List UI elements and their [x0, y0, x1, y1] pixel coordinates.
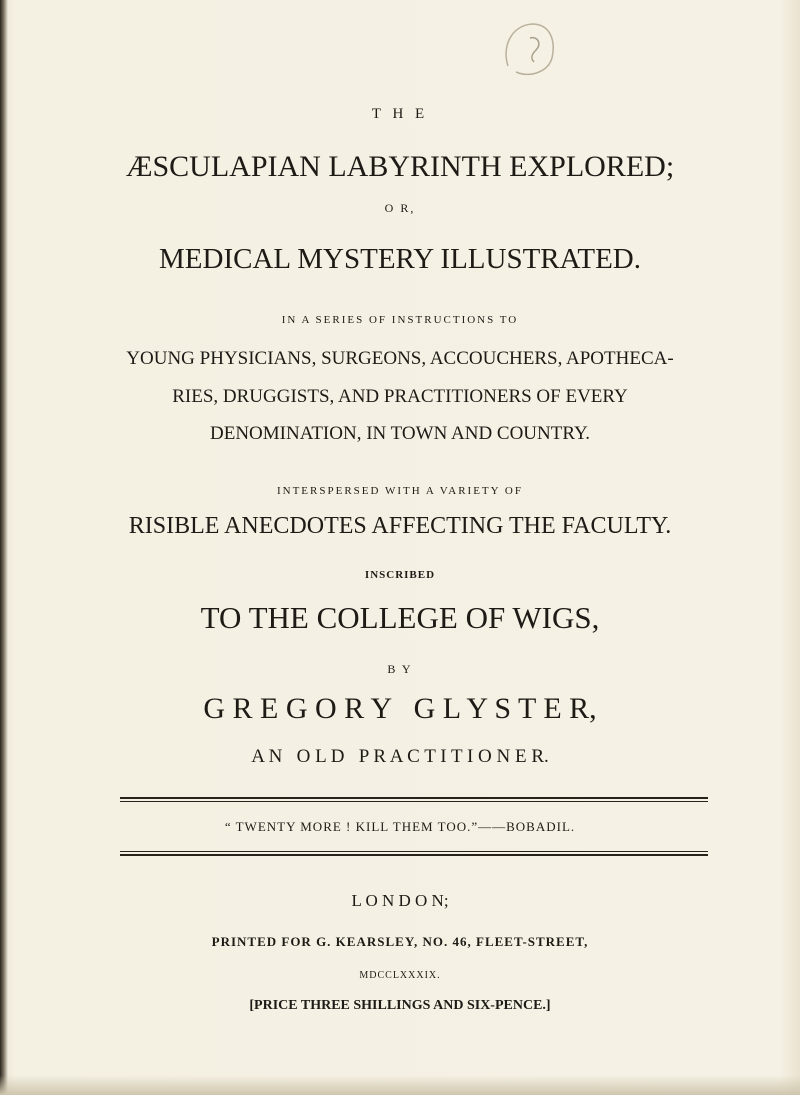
dedication-line: TO THE COLLEGE OF WIGS, [200, 600, 600, 635]
main-title: ÆSCULAPIAN LABYRINTH EXPLORED; [125, 150, 675, 183]
imprint-printer: PRINTED FOR G. KEARSLEY, NO. 46, FLEET-STREET, [211, 934, 589, 949]
or-word: O R, [384, 201, 416, 215]
library-stamp-icon [500, 18, 560, 80]
audience-line-1: YOUNG PHYSICIANS, SURGEONS, ACCOUCHERS, APOTHECA- [126, 348, 674, 369]
author-description: A N O L D P R A C T I T I O N E R. [251, 746, 549, 767]
top-rule-thick [120, 797, 708, 799]
interspersed-line: INTERSPERSED WITH A VARIETY OF [276, 485, 523, 497]
bottom-rule-thick [120, 854, 708, 856]
audience-line-3: DENOMINATION, IN TOWN AND COUNTRY. [210, 423, 590, 444]
bottom-rule-thin [120, 851, 708, 852]
top-rule-thin [120, 801, 708, 802]
by-word: B Y [387, 662, 413, 676]
imprint-year: MDCCLXXXIX. [359, 970, 441, 981]
imprint-place: L O N D O N; [351, 891, 449, 910]
price-line: [PRICE THREE SHILLINGS AND SIX-PENCE.] [249, 998, 551, 1013]
series-intro: IN A SERIES OF INSTRUCTIONS TO [281, 314, 519, 326]
the-word: T H E [371, 106, 429, 122]
audience-line-2: RIES, DRUGGISTS, AND PRACTITIONERS OF EVERY [172, 386, 628, 407]
epigraph: “ TWENTY MORE ! KILL THEM TOO.”——BOBADIL. [224, 819, 576, 834]
author-name: G R E G O R Y G L Y S T E R, [203, 692, 597, 725]
anecdotes-line: RISIBLE ANECDOTES AFFECTING THE FACULTY. [128, 513, 672, 539]
subtitle: MEDICAL MYSTERY ILLUSTRATED. [159, 243, 641, 275]
inscribed-word: INSCRIBED [364, 569, 436, 581]
page-bottom-edge [0, 1075, 800, 1095]
